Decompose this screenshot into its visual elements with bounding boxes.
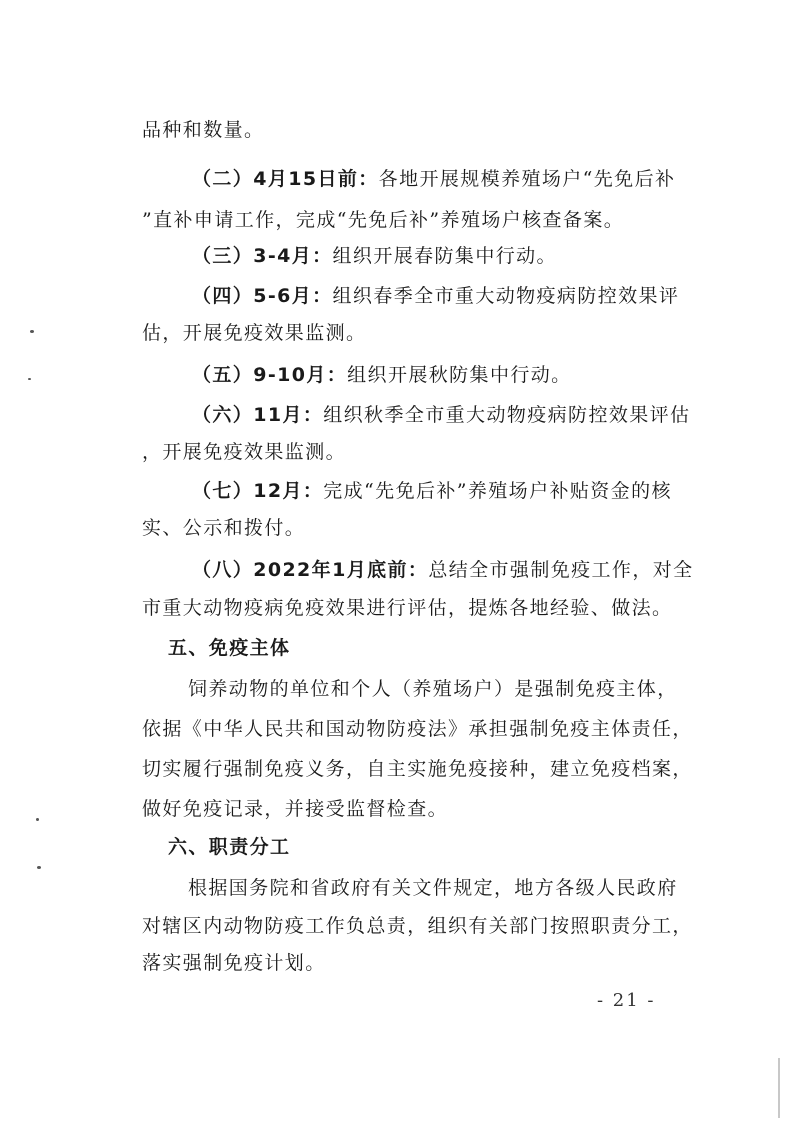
line-text: 完成“先免后补”养殖场户补贴资金的核 [323,480,672,502]
schedule-label: （七）12月： [192,480,324,502]
schedule-label: （六）11月： [192,404,324,426]
line-text: ”直补申请工作，完成“先免后补”养殖场户核查备案。 [142,209,625,231]
line-text: 实、公示和拨付。 [142,517,306,539]
text-line: 饲养动物的单位和个人（养殖场户）是强制免疫主体， [188,678,678,700]
page-number: - 21 - [597,990,656,1011]
text-line: 依据《中华人民共和国动物防疫法》承担强制免疫主体责任， [142,718,693,740]
schedule-label: （八）2022年1月底前： [192,559,429,581]
line-text: 市重大动物疫病免疫效果进行评估，提炼各地经验、做法。 [142,597,673,619]
schedule-label: （二）4月15日前： [192,168,379,190]
text-line [192,478,672,504]
text-line: 对辖区内动物防疫工作负总责，组织有关部门按照职责分工， [142,915,693,937]
text-line [192,166,675,192]
text-line [142,439,346,465]
section-heading: 五、免疫主体 [168,637,291,659]
line-text: 品种和数量。 [142,119,265,141]
scan-speck [36,818,39,821]
line-text: ，开展免疫效果监测。 [142,441,347,463]
scan-speck [37,866,41,869]
text-line [142,320,366,346]
line-text: 估，开展免疫效果监测。 [142,322,367,344]
text-line [142,595,672,621]
schedule-label: （四）5-6月： [192,285,333,307]
text-line [142,207,624,233]
text-line [142,515,305,541]
text-line [192,243,557,269]
text-line: 切实履行强制免疫义务，自主实施免疫接种，建立免疫档案， [142,758,693,780]
scan-speck [28,378,31,380]
scan-speck [30,330,34,333]
text-line: 根据国务院和省政府有关文件规定，地方各级人民政府 [188,877,678,899]
text-line [192,362,572,388]
text-line [192,402,690,428]
schedule-label: （三）3-4月： [192,245,333,267]
line-text: 组织开展秋防集中行动。 [347,364,572,386]
line-text: 各地开展规模养殖场户“先免后补 [378,168,676,190]
text-line: 落实强制免疫计划。 [142,952,326,974]
line-text: 组织开展春防集中行动。 [332,245,557,267]
line-text: 总结全市强制免疫工作，对全 [428,559,694,581]
schedule-label: （五）9-10月： [192,364,348,386]
line-text: 组织春季全市重大动物疫病防控效果评 [332,285,680,307]
text-line: 做好免疫记录，并接受监督检查。 [142,798,449,820]
section-heading: 六、职责分工 [168,836,291,858]
text-line [142,117,264,143]
scan-edge-line [778,1058,780,1118]
text-line [192,283,679,309]
text-line [192,557,694,583]
line-text: 组织秋季全市重大动物疫病防控效果评估 [323,404,691,426]
